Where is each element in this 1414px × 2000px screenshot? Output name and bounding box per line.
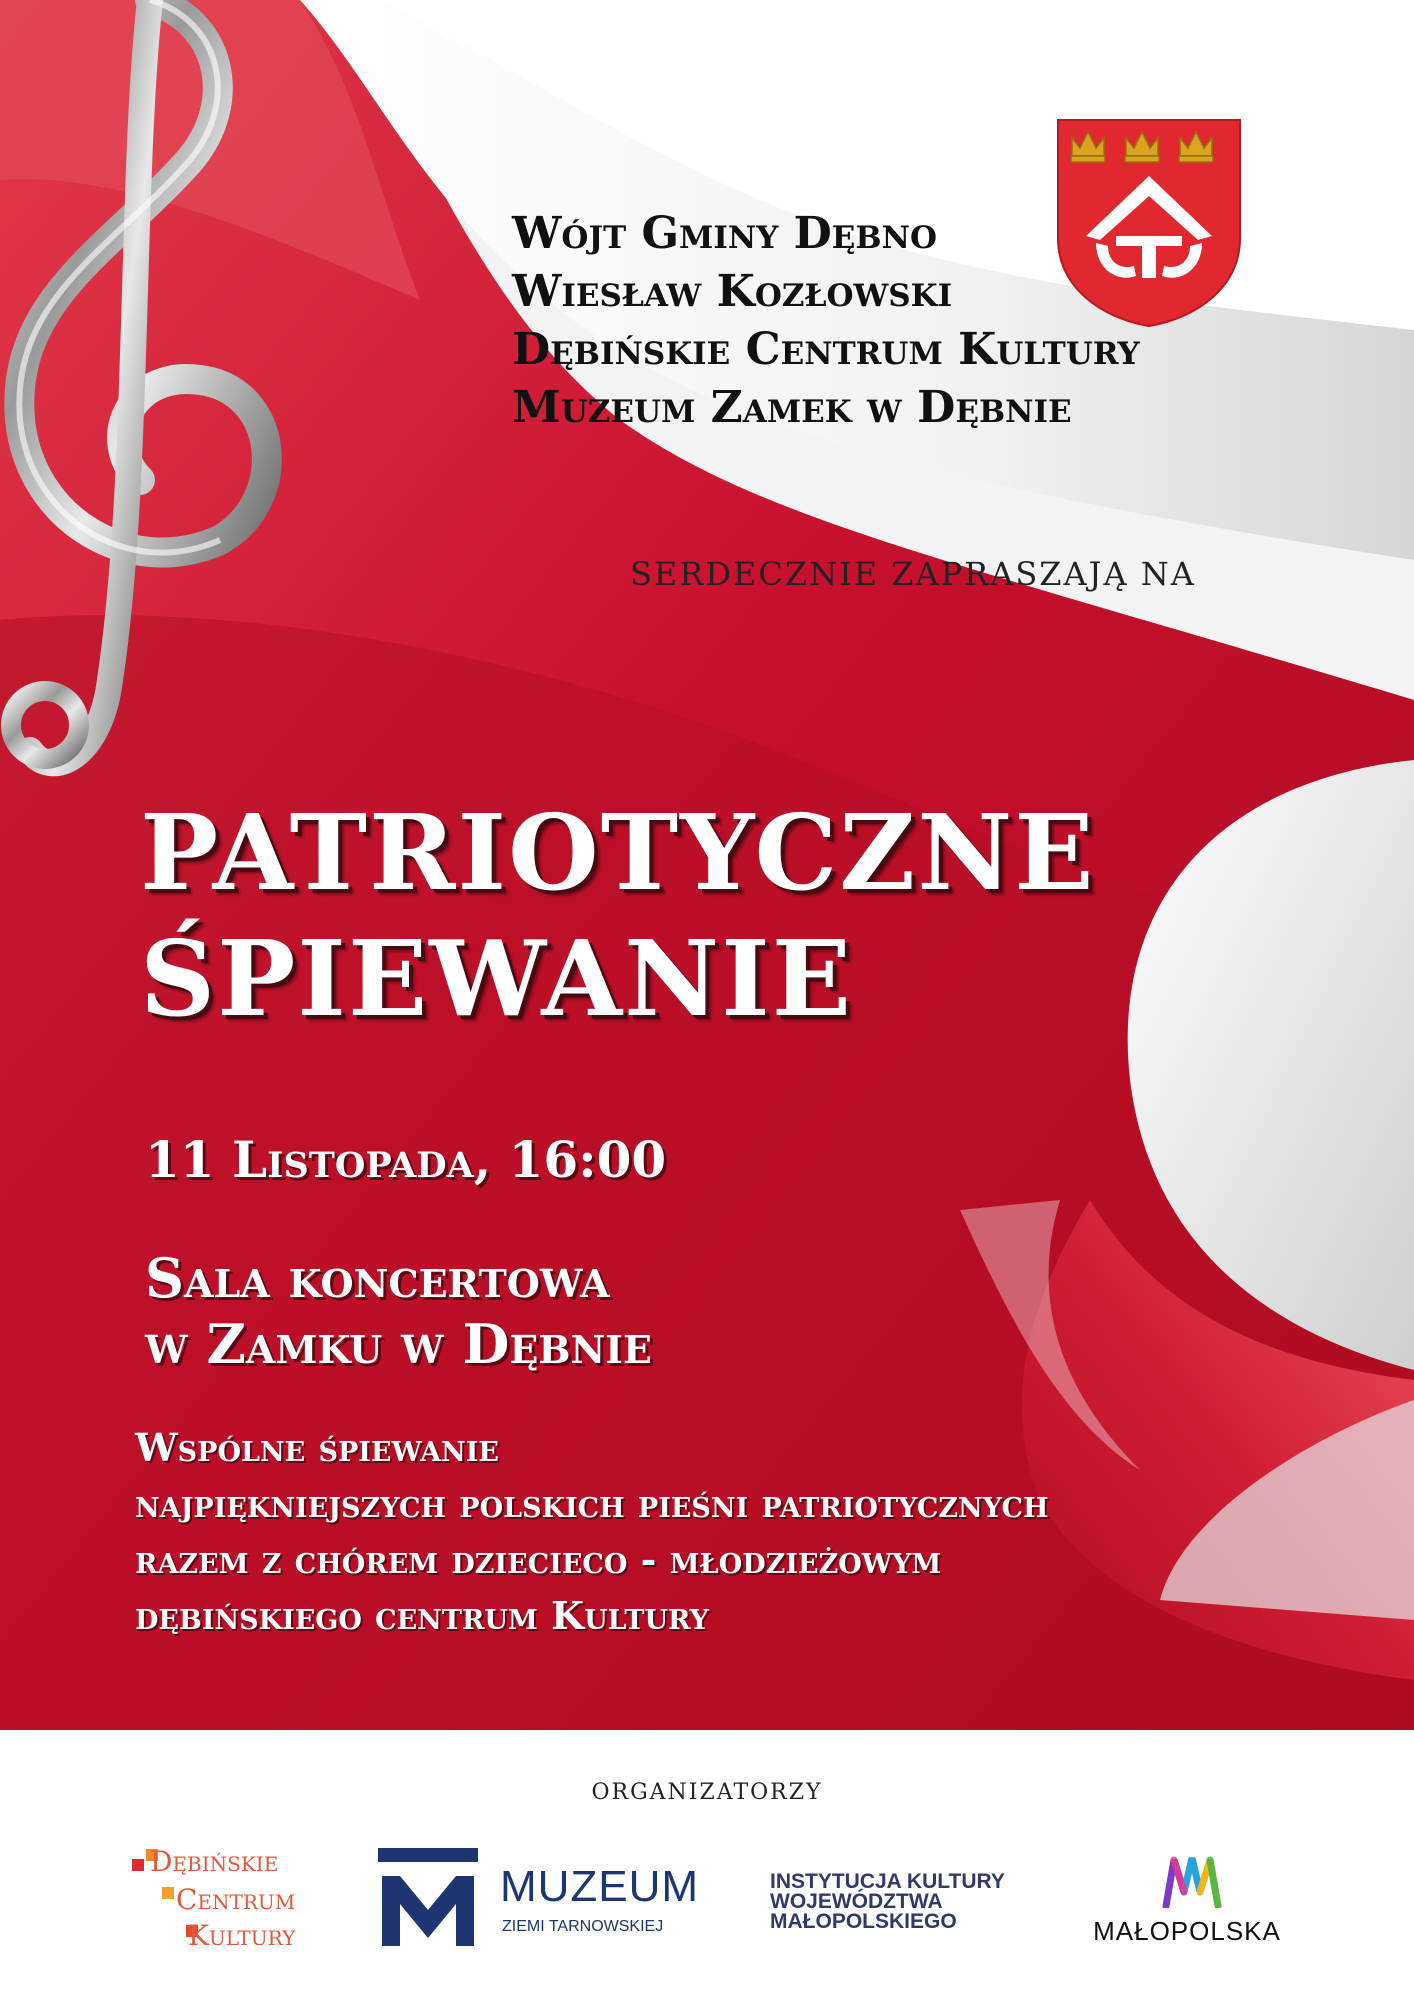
hosts-block bbox=[512, 205, 1312, 437]
description-line-2: najpiękniejszych polskich pieśni patriotycznych bbox=[135, 1481, 1049, 1526]
description-line-4: dębińskiego centrum Kultury bbox=[135, 1593, 709, 1638]
malopolska-mark-icon bbox=[1162, 1852, 1222, 1908]
muzeum-subtitle: ZIEMI TARNOWSKIEJ bbox=[502, 1918, 664, 1935]
event-date: 11 Listopada, 16:00 bbox=[145, 1130, 667, 1189]
ik-line-3: MAŁOPOLSKIEGO bbox=[770, 1910, 957, 1933]
venue-line-2: w Zamku w Dębnie bbox=[145, 1312, 652, 1376]
title-line-2: ŚPIEWANIE bbox=[140, 917, 854, 1040]
logo-dck-line-2: Centrum bbox=[176, 1883, 296, 1916]
muzeum-title: MUZEUM bbox=[500, 1862, 700, 1911]
ik-line-2: WOJEWÓDZTWA bbox=[770, 1890, 943, 1913]
logo-dck-line-1: Dębińskie bbox=[150, 1845, 279, 1878]
description-line-1: Wspólne śpiewanie bbox=[135, 1425, 499, 1470]
logo-debinskie-centrum-kultury bbox=[128, 1845, 318, 1955]
host-line-2: Wiesław Kozłowski bbox=[512, 266, 953, 317]
logo-square bbox=[132, 1859, 144, 1871]
title-line-1: PATRIOTYCZNE bbox=[140, 791, 1096, 914]
ik-line-1: INSTYTUCJA KULTURY bbox=[770, 1870, 1005, 1893]
logo-muzeum-ziemi-tarnowskiej bbox=[378, 1848, 698, 1948]
malopolska-label: MAŁOPOLSKA bbox=[1093, 1916, 1281, 1946]
venue-line-1: Sala koncertowa bbox=[145, 1246, 610, 1310]
treble-clef-icon bbox=[0, 0, 330, 840]
organizers-label: ORGANIZATORZY bbox=[591, 1780, 823, 1805]
description-line-3: razem z chórem dziecieco - młodzieżowym bbox=[135, 1537, 942, 1582]
host-line-1: Wójt Gminy Dębno bbox=[512, 208, 937, 259]
event-title bbox=[140, 790, 1140, 1042]
logo-malopolska bbox=[1092, 1852, 1282, 1952]
invite-text: SERDECZNIE ZAPRASZAJĄ NA bbox=[630, 555, 1196, 593]
event-venue bbox=[145, 1245, 652, 1377]
host-line-4: Muzeum Zamek w Dębnie bbox=[512, 382, 1072, 433]
muzeum-mark-icon bbox=[378, 1848, 478, 1948]
logo-instytucja-kultury bbox=[770, 1872, 1005, 1932]
event-description bbox=[135, 1420, 1049, 1644]
logo-dck-line-3: Kultury bbox=[188, 1919, 296, 1952]
host-line-3: Dębińskie Centrum Kultury bbox=[512, 324, 1140, 375]
logo-square bbox=[162, 1887, 174, 1899]
